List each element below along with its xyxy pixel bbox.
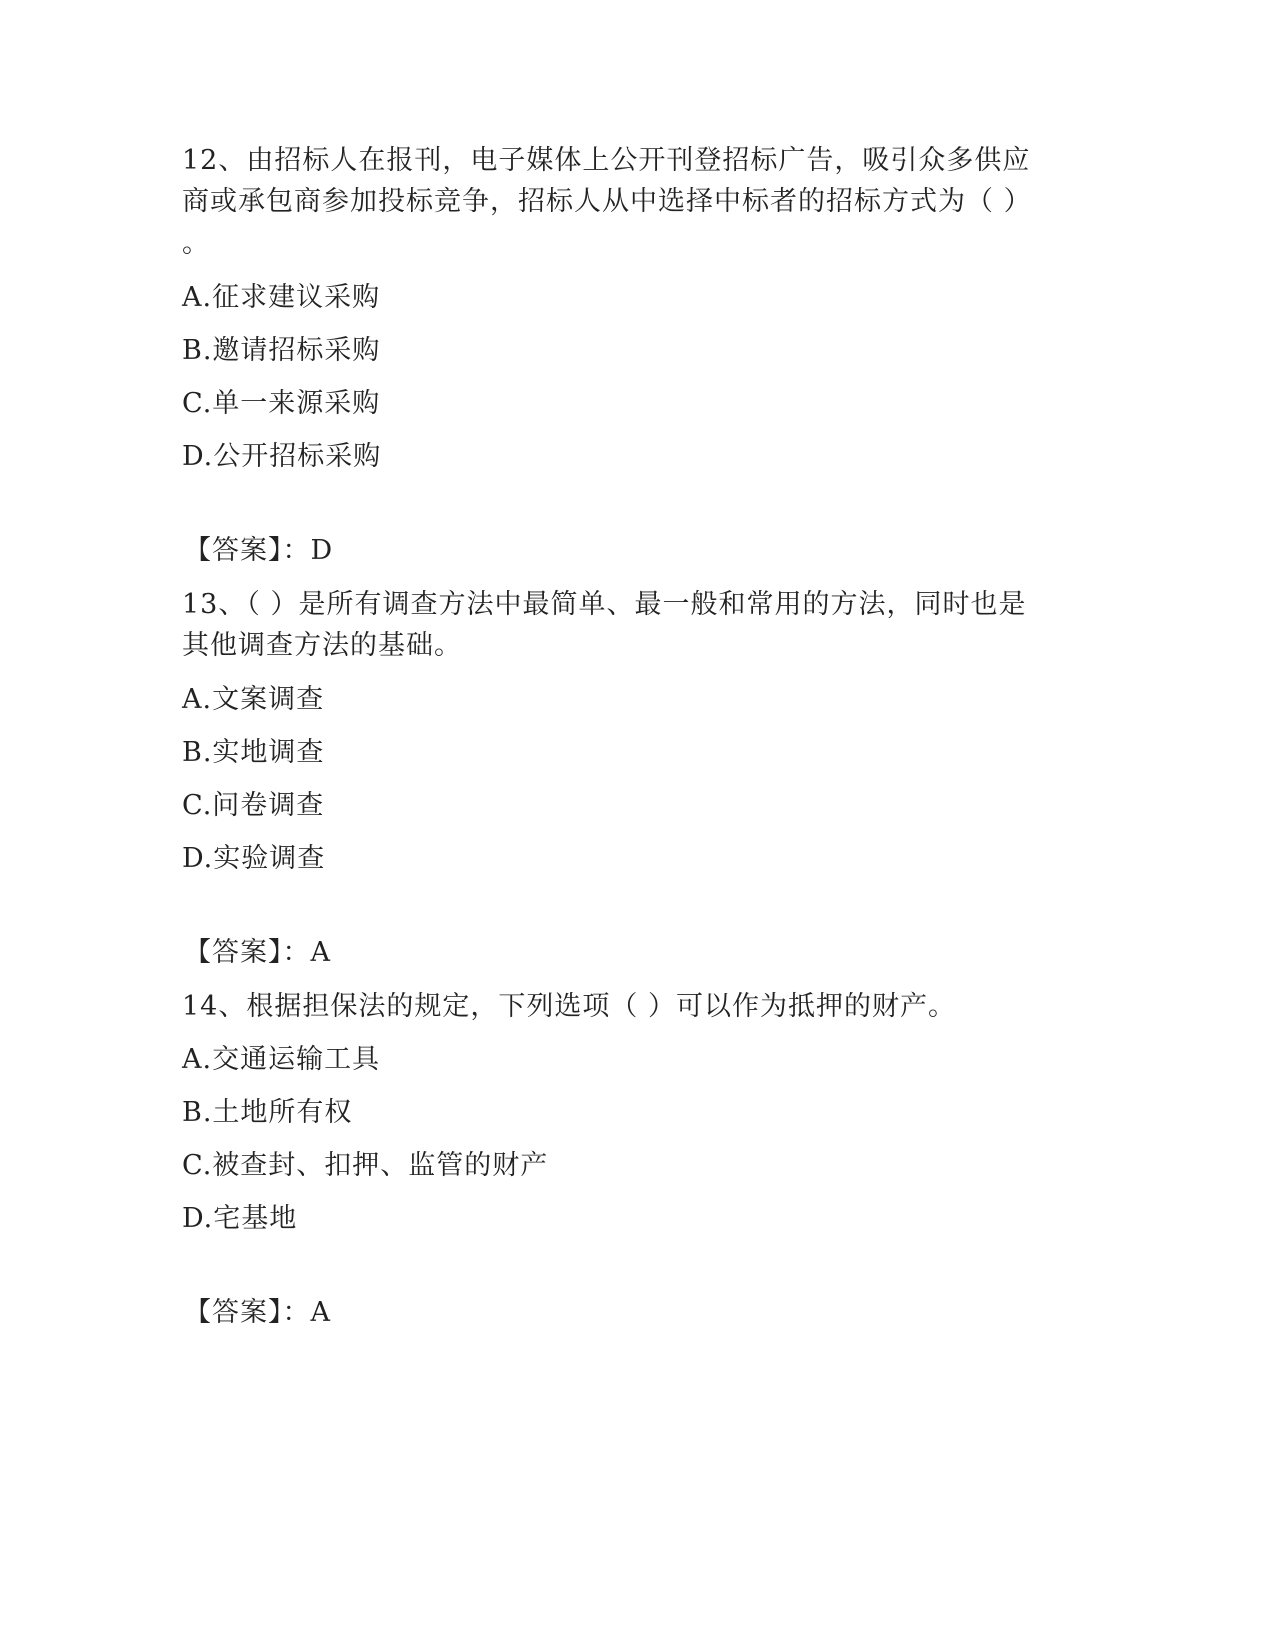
option-b: B.实地调查 [182,737,325,768]
question-stem-line: 12、由招标人在报刊，电子媒体上公开刊登招标广告，吸引众多供应 [182,145,1031,176]
answer-label: 【答案】：A [184,937,331,968]
option-b: B.邀请招标采购 [182,335,381,366]
option-a: A.交通运输工具 [182,1044,381,1075]
option-c: C.单一来源采购 [182,388,381,419]
option-c: C.被查封、扣押、监管的财产 [182,1150,549,1181]
question-stem-line: 。 [182,228,210,259]
question-stem-line: 其他调查方法的基础。 [182,630,462,661]
question-stem-line: 商或承包商参加投标竞争，招标人从中选择中标者的招标方式为（ ） [182,186,1032,217]
answer-label: 【答案】：A [184,1297,331,1328]
option-c: C.问卷调查 [182,790,325,821]
answer-label: 【答案】：D [184,535,334,566]
question-stem-line: 14、根据担保法的规定，下列选项（ ）可以作为抵押的财产。 [182,991,956,1022]
option-d: D.宅基地 [182,1203,298,1234]
option-d: D.实验调查 [182,843,326,874]
option-b: B.土地所有权 [182,1097,353,1128]
option-d: D.公开招标采购 [182,441,382,472]
option-a: A.文案调查 [182,684,325,715]
question-stem-line: 13、（ ）是所有调查方法中最简单、最一般和常用的方法，同时也是 [182,589,1027,620]
option-a: A.征求建议采购 [182,282,381,313]
